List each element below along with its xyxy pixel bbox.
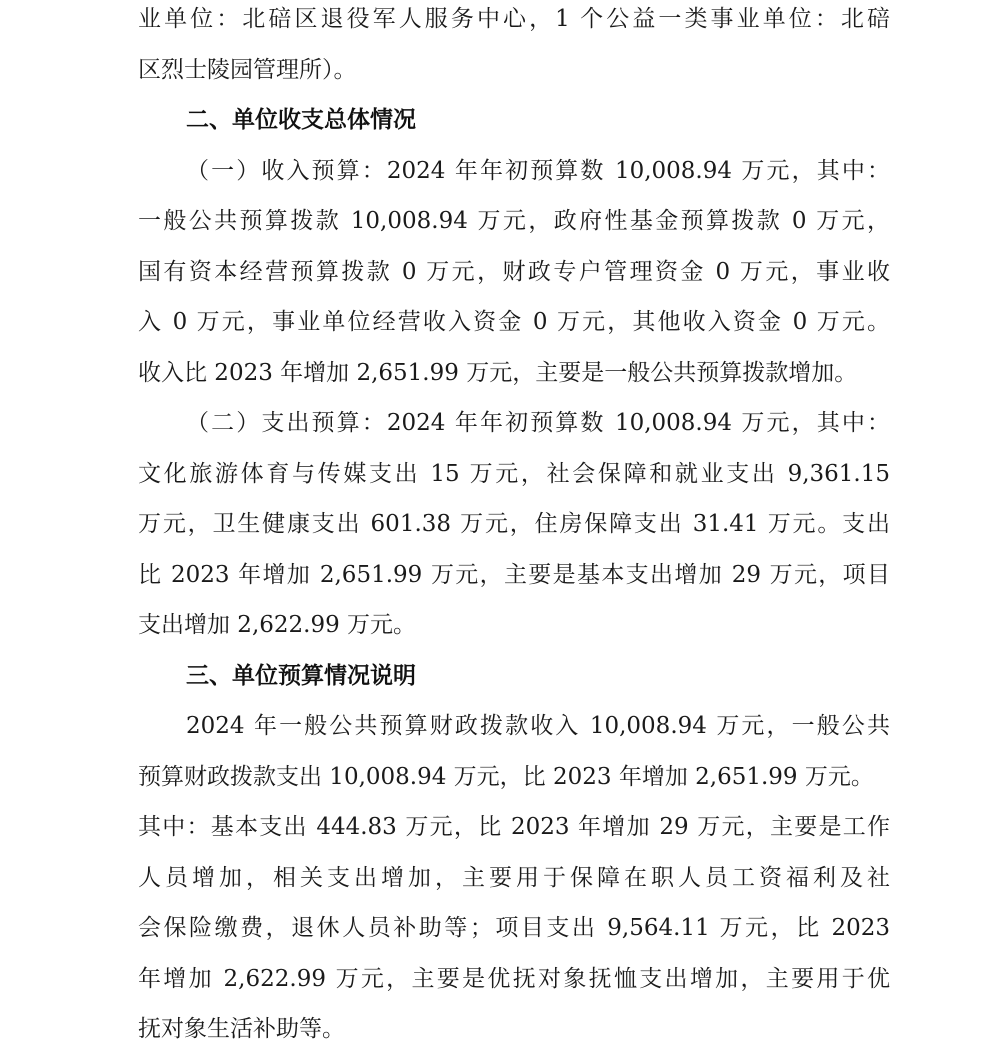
document-body [138,0,890,1055]
paragraph-line: 预算财政拨款支出 10,008.94 万元，比 2023 年增加 2,651.99 万元。 [138,763,874,790]
section-heading-budget-explanation: 三、单位预算情况说明 [186,662,416,689]
paragraph-line: （二）支出预算：2024 年年初预算数 10,008.94 万元，其中： [186,410,890,436]
paragraph-line: 一般公共预算拨款 10,008.94 万元，政府性基金预算拨款 0 万元， [138,208,890,234]
paragraph-line: 国有资本经营预算拨款 0 万元，财政专户管理资金 0 万元，事业收 [138,258,890,285]
paragraph-line: 年增加 2,622.99 万元，主要是优抚对象抚恤支出增加，主要用于优 [138,965,890,992]
paragraph-line: 会保险缴费，退休人员补助等；项目支出 9,564.11 万元，比 2023 [138,915,890,941]
paragraph-line: 入 0 万元，事业单位经营收入资金 0 万元，其他收入资金 0 万元。 [138,309,890,335]
paragraph-line: 收入比 2023 年增加 2,651.99 万元，主要是一般公共预算拨款增加。 [138,359,858,386]
paragraph-line: 支出增加 2,622.99 万元。 [138,612,417,638]
paragraph-line: 其中：基本支出 444.83 万元，比 2023 年增加 29 万元，主要是工作 [138,814,890,840]
paragraph-line: 万元，卫生健康支出 601.38 万元，住房保障支出 31.41 万元。支出 [138,511,890,537]
paragraph-line: 业单位：北碚区退役军人服务中心，1 个公益一类事业单位：北碚 [138,6,890,32]
paragraph-line: 区烈士陵园管理所）。 [138,56,357,83]
paragraph-line: 人员增加，相关支出增加，主要用于保障在职人员工资福利及社 [138,864,890,891]
paragraph-line: 抚对象生活补助等。 [138,1016,345,1042]
paragraph-line: 比 2023 年增加 2,651.99 万元，主要是基本支出增加 29 万元，项目 [138,561,890,588]
section-heading-income-expenditure: 二、单位收支总体情况 [186,107,416,133]
paragraph-line: 文化旅游体育与传媒支出 15 万元，社会保障和就业支出 9,361.15 [138,460,890,487]
paragraph-line: 2024 年一般公共预算财政拨款收入 10,008.94 万元，一般公共 [186,713,890,739]
paragraph-line: （一）收入预算：2024 年年初预算数 10,008.94 万元，其中： [186,157,890,184]
